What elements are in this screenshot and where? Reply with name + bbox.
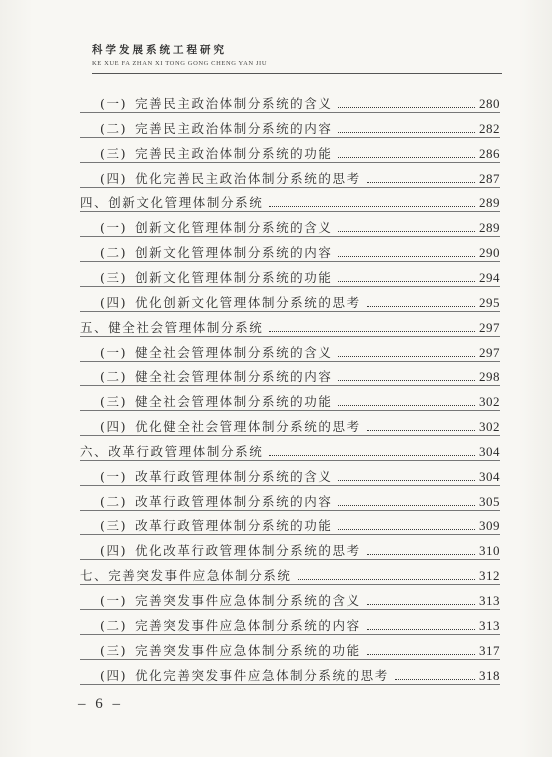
toc-entry-page: 318 bbox=[479, 667, 500, 683]
toc-entry-number: (四) bbox=[100, 667, 128, 683]
toc-entry-number: (三) bbox=[100, 518, 128, 534]
toc-entry-title: 改革行政管理体制分系统的含义 bbox=[135, 468, 333, 484]
toc-entry-title: 优化完善突发事件应急体制分系统的思考 bbox=[135, 667, 389, 683]
toc-entry-number: 六、 bbox=[80, 443, 109, 459]
toc-entry-page: 317 bbox=[479, 642, 500, 658]
toc-entry-page: 287 bbox=[479, 170, 500, 186]
toc-entry-title: 完善突发事件应急体制分系统的含义 bbox=[135, 593, 361, 608]
toc-row-rule bbox=[80, 584, 500, 585]
toc-dot-leader bbox=[269, 331, 475, 332]
toc-subsection-entry bbox=[80, 413, 500, 435]
toc-entry-page: 289 bbox=[479, 195, 500, 211]
toc-entry-number: (三) bbox=[100, 394, 128, 410]
toc-entry-title: 健全社会管理体制分系统的功能 bbox=[135, 394, 333, 410]
toc-row-rule bbox=[80, 609, 500, 610]
toc-row-rule bbox=[80, 485, 500, 486]
toc-entry-page: 302 bbox=[479, 394, 500, 410]
toc-entry-number: (四) bbox=[100, 170, 128, 186]
toc-entry-title: 创新文化管理体制分系统的内容 bbox=[135, 245, 333, 261]
toc-dot-leader bbox=[338, 529, 475, 530]
toc-entry-title: 创新文化管理体制分系统 bbox=[108, 195, 264, 211]
toc-entry-page: 302 bbox=[479, 419, 500, 435]
toc-dot-leader bbox=[367, 306, 475, 307]
toc-row-rule bbox=[80, 361, 500, 362]
toc-dot-leader bbox=[367, 604, 475, 605]
toc-row-rule bbox=[80, 510, 500, 511]
toc-dot-leader bbox=[367, 182, 475, 183]
book-title: 科学发展系统工程研究 bbox=[92, 44, 227, 56]
toc-entry-number: (二) bbox=[100, 369, 128, 385]
toc-section-entry bbox=[80, 438, 500, 460]
toc-entry-page: 295 bbox=[479, 294, 500, 310]
toc-entry-number: 四、 bbox=[80, 195, 109, 211]
toc-row-rule bbox=[80, 187, 500, 188]
toc-subsection-entry bbox=[80, 140, 500, 162]
toc-entry-page: 297 bbox=[479, 344, 500, 360]
toc-dot-leader bbox=[269, 455, 475, 456]
toc-entry-title: 优化创新文化管理体制分系统的思考 bbox=[135, 294, 361, 310]
toc-dot-leader bbox=[367, 554, 475, 555]
toc-subsection-entry bbox=[80, 587, 500, 609]
toc-entry-page: 289 bbox=[479, 220, 500, 236]
toc-entry-number: (二) bbox=[100, 120, 128, 136]
toc-entry-page: 304 bbox=[479, 443, 500, 459]
toc-entry-title: 完善突发事件应急体制分系统的内容 bbox=[135, 617, 361, 633]
toc-row-rule bbox=[80, 460, 500, 461]
toc-dot-leader bbox=[338, 107, 475, 108]
toc-entry-title: 健全社会管理体制分系统 bbox=[108, 319, 264, 335]
toc-row-rule bbox=[80, 336, 500, 337]
toc-subsection-entry bbox=[80, 339, 500, 361]
toc-section-entry bbox=[80, 189, 500, 211]
toc-entry-page: 294 bbox=[479, 269, 500, 285]
toc-subsection-entry bbox=[80, 239, 500, 261]
toc-section-entry bbox=[80, 562, 500, 584]
toc-row-rule bbox=[80, 684, 500, 685]
toc-row-rule bbox=[80, 261, 500, 262]
toc-entry-page: 282 bbox=[479, 120, 500, 136]
toc-entry-page: 310 bbox=[479, 543, 500, 559]
toc-subsection-entry bbox=[80, 488, 500, 510]
toc-row-rule bbox=[80, 286, 500, 287]
toc-row-rule bbox=[80, 634, 500, 635]
toc-entry-title: 改革行政管理体制分系统的功能 bbox=[135, 518, 333, 534]
toc-row-rule bbox=[80, 112, 500, 113]
toc-entry-title: 改革行政管理体制分系统 bbox=[108, 443, 264, 459]
toc-entry-number: (三) bbox=[100, 269, 128, 285]
toc-entry-page: 290 bbox=[479, 245, 500, 261]
toc-dot-leader bbox=[338, 480, 475, 481]
toc-entry-page: 309 bbox=[479, 518, 500, 534]
toc-dot-leader bbox=[338, 256, 475, 257]
toc-subsection-entry bbox=[80, 289, 500, 311]
toc-dot-leader bbox=[338, 380, 475, 381]
toc-dot-leader bbox=[367, 629, 475, 630]
toc-subsection-entry bbox=[80, 512, 500, 534]
toc-subsection-entry bbox=[80, 165, 500, 187]
toc-entry-number: (三) bbox=[100, 145, 128, 161]
toc-entry-title: 健全社会管理体制分系统的内容 bbox=[135, 369, 333, 385]
toc-entry-number: 五、 bbox=[80, 319, 109, 335]
toc-entry-number: (一) bbox=[100, 593, 128, 608]
toc-dot-leader bbox=[338, 405, 475, 406]
toc-row-rule bbox=[80, 211, 500, 212]
toc-entry-number: (四) bbox=[100, 294, 128, 310]
toc-subsection-entry bbox=[80, 214, 500, 236]
toc-entry-title: 完善民主政治体制分系统的含义 bbox=[135, 96, 333, 111]
toc-row-rule bbox=[80, 385, 500, 386]
toc-row-rule bbox=[80, 435, 500, 436]
toc-subsection-entry bbox=[80, 115, 500, 137]
toc-entry-page: 298 bbox=[479, 369, 500, 385]
toc-entry-title: 创新文化管理体制分系统的含义 bbox=[135, 220, 333, 236]
toc-entry-page: 297 bbox=[479, 319, 500, 335]
toc-entry-number: (一) bbox=[100, 468, 128, 484]
toc-entry-number: (二) bbox=[100, 617, 128, 633]
toc-entry-title: 健全社会管理体制分系统的含义 bbox=[135, 344, 333, 360]
toc-row-rule bbox=[80, 559, 500, 560]
toc-dot-leader bbox=[338, 157, 475, 158]
toc-dot-leader bbox=[338, 231, 475, 232]
toc-dot-leader bbox=[395, 679, 475, 680]
toc-row-rule bbox=[80, 534, 500, 535]
toc-subsection-entry bbox=[80, 363, 500, 385]
toc-entry-number: (一) bbox=[100, 96, 128, 111]
toc-subsection-entry bbox=[80, 637, 500, 659]
toc-entry-title: 完善民主政治体制分系统的功能 bbox=[135, 145, 333, 161]
toc-entry-page: 312 bbox=[479, 568, 500, 584]
page-number: – 6 – bbox=[78, 696, 123, 712]
toc-entry-number: (二) bbox=[100, 493, 128, 509]
toc-entry-number: (一) bbox=[100, 220, 128, 236]
toc-dot-leader bbox=[338, 132, 475, 133]
toc-entry-page: 313 bbox=[479, 617, 500, 633]
toc-entry-title: 优化改革行政管理体制分系统的思考 bbox=[135, 543, 361, 559]
toc-dot-leader bbox=[338, 356, 475, 357]
toc-section-entry bbox=[80, 314, 500, 336]
toc-dot-leader bbox=[367, 654, 475, 655]
toc-entry-page: 286 bbox=[479, 145, 500, 161]
running-header bbox=[92, 44, 502, 68]
toc-entry-title: 改革行政管理体制分系统的内容 bbox=[135, 493, 333, 509]
toc-dot-leader bbox=[338, 281, 475, 282]
toc-row-rule bbox=[80, 659, 500, 660]
toc-entry-page: 280 bbox=[479, 96, 500, 111]
header-rule bbox=[92, 73, 502, 74]
toc-entry-page: 305 bbox=[479, 493, 500, 509]
toc-entry-number: (二) bbox=[100, 245, 128, 261]
toc-entry-number: 七、 bbox=[80, 568, 109, 584]
toc-row-rule bbox=[80, 410, 500, 411]
toc-entry-title: 优化完善民主政治体制分系统的思考 bbox=[135, 170, 361, 186]
toc-entry-page: 313 bbox=[479, 593, 500, 608]
toc-subsection-entry bbox=[80, 264, 500, 286]
toc-dot-leader bbox=[269, 206, 475, 207]
toc-dot-leader bbox=[298, 579, 475, 580]
toc-entry-title: 完善民主政治体制分系统的内容 bbox=[135, 120, 333, 136]
book-title-pinyin: KE XUE FA ZHAN XI TONG GONG CHENG YAN JIU bbox=[92, 60, 268, 67]
toc-entry-page: 304 bbox=[479, 468, 500, 484]
toc-dot-leader bbox=[367, 430, 475, 431]
toc-subsection-entry bbox=[80, 537, 500, 559]
toc-subsection-entry bbox=[80, 662, 500, 684]
toc-subsection-entry bbox=[80, 388, 500, 410]
toc-entry-title: 创新文化管理体制分系统的功能 bbox=[135, 269, 333, 285]
toc-entry-title: 优化健全社会管理体制分系统的思考 bbox=[135, 419, 361, 435]
toc-row-rule bbox=[80, 236, 500, 237]
toc-entry-number: (四) bbox=[100, 419, 128, 435]
toc-entry-title: 完善突发事件应急体制分系统 bbox=[108, 568, 292, 584]
toc-row-rule bbox=[80, 311, 500, 312]
toc-subsection-entry bbox=[80, 612, 500, 634]
toc-subsection-entry bbox=[80, 463, 500, 485]
toc-subsection-entry bbox=[80, 90, 500, 112]
toc-entry-number: (三) bbox=[100, 642, 128, 658]
toc-entry-number: (四) bbox=[100, 543, 128, 559]
toc-row-rule bbox=[80, 162, 500, 163]
toc-row-rule bbox=[80, 137, 500, 138]
toc-entry-title: 完善突发事件应急体制分系统的功能 bbox=[135, 642, 361, 658]
toc-dot-leader bbox=[338, 505, 475, 506]
toc-entry-number: (一) bbox=[100, 344, 128, 360]
